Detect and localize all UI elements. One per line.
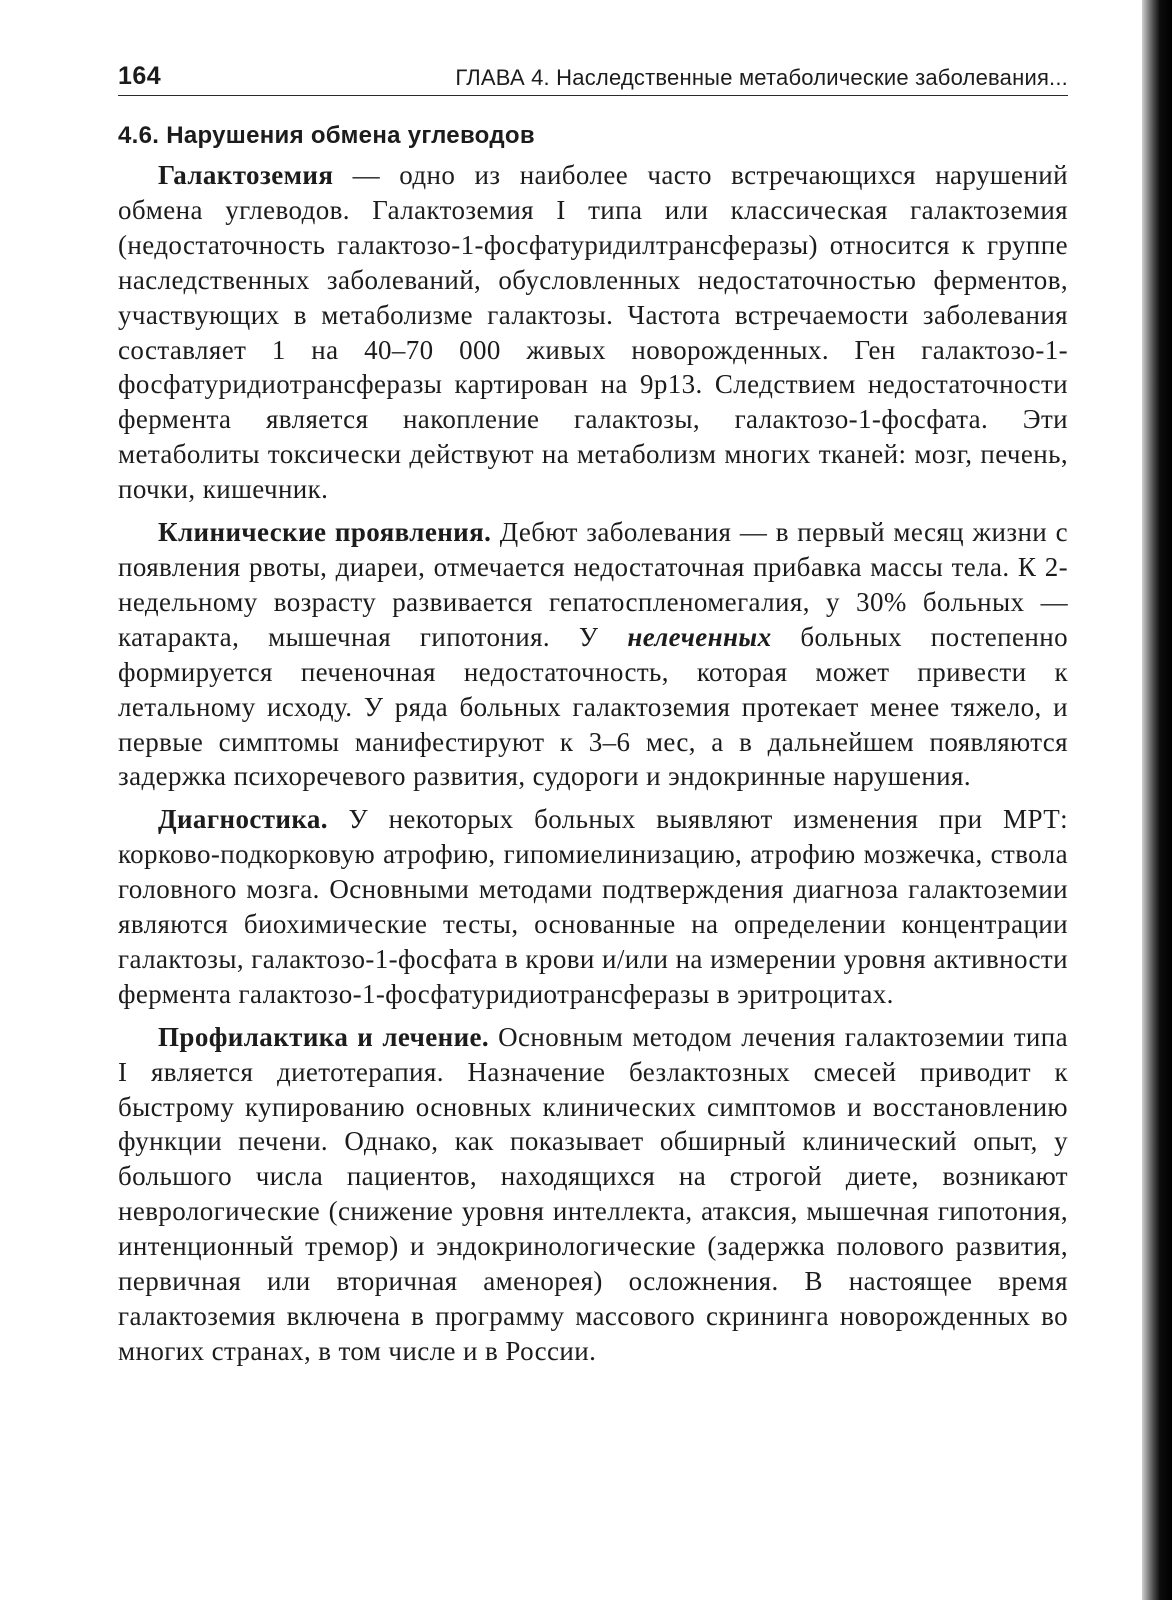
paragraph-prevention-treatment xyxy=(118,1020,1068,1369)
emphasized-term: нелеченных xyxy=(627,621,772,652)
paragraph-clinical-manifestations xyxy=(118,515,1068,794)
paragraph-lead: Диагностика. xyxy=(158,804,328,835)
paragraph-text: У некоторых больных выявляют изменения при МРТ: корково-подкорковую атрофию, гипомиелинизацию, атрофию мозжечка, ствола головного мозга. Основными методами подтверждения диагноза галактоземии являются биохимические тесты, основанные на определении концентрации галактозы, галактозо-1-фосфата в крови и/или на измерении уровня активности фермента галактозо-1-фосфатуридиотрансферазы в эритроцитах. xyxy=(118,804,1068,1009)
paragraph-lead: Галактоземия xyxy=(158,160,334,190)
chapter-title: ГЛАВА 4. Наследственные метаболические заболевания... xyxy=(455,65,1068,90)
paragraph-lead: Клинические проявления. xyxy=(158,517,492,548)
page-number: 164 xyxy=(118,62,162,90)
section-heading: 4.6. Нарушения обмена углеводов xyxy=(118,122,535,149)
paragraph-text: Основным методом лечения галактоземии типа I является диетотерапия. Назначение безлактозных смесей приводит к быстрому купированию основных клинических симптомов и восстановлению функции печени. Однако, как показывает обширный клинический опыт, у большого числа пациентов, находящихся на строгой диете, возникают неврологические (снижение уровня интеллекта, атаксия, мышечная гипотония, интенционный тремор) и эндокринологические (задержка полового развития, первичная или вторичная аменорея) осложнения. В настоящее время галактоземия включена в программу массового скрининга новорожденных во многих странах, в том числе и в России. xyxy=(118,1021,1068,1366)
paragraph-diagnostics xyxy=(118,802,1068,1011)
paragraph-text: Дебют заболевания — в первый месяц жизни с появления рвоты, диареи, отмечается недостаточная прибавка массы тела. К 2-недельному возрасту развивается гепатоспленомегалия, у 30% больных — катаракта, мышечная гипотония. У xyxy=(118,517,1068,652)
paragraph-galactosemia xyxy=(118,158,1068,507)
book-page xyxy=(118,62,1068,1377)
paragraph-text: — одно из наиболее часто встречающихся нарушений обмена углеводов. Галактоземия I типа или классическая галактоземия (недостаточность галактозо-1-фосфатуридилтрансферазы) относится к группе наследственных заболеваний, обусловленных недостаточностью ферментов, участвующих в метаболизме галактозы. Частота встречаемости заболевания составляет 1 на 40–70 000 живых новорожденных. Ген галактозо-1-фосфатуридиотрансферазы картирован на 9р13. Следствием недостаточности фермента является накопление галактозы, галактозо-1-фосфата. Эти метаболиты токсически действуют на метаболизм многих тканей: мозг, печень, почки, кишечник. xyxy=(118,160,1068,505)
paragraph-lead: Профилактика и лечение. xyxy=(158,1021,490,1052)
running-header xyxy=(118,62,1068,96)
book-spine-shadow xyxy=(1142,0,1172,1600)
paragraph-text: больных постепенно формируется печеночная недостаточность, которая может привести к летальному исходу. У ряда больных галактоземия протекает менее тяжело, и первые симптомы манифестируют к 3–6 мес, а в дальнейшем появляются задержка психоречевого развития, судороги и эндокринные нарушения. xyxy=(118,621,1068,792)
